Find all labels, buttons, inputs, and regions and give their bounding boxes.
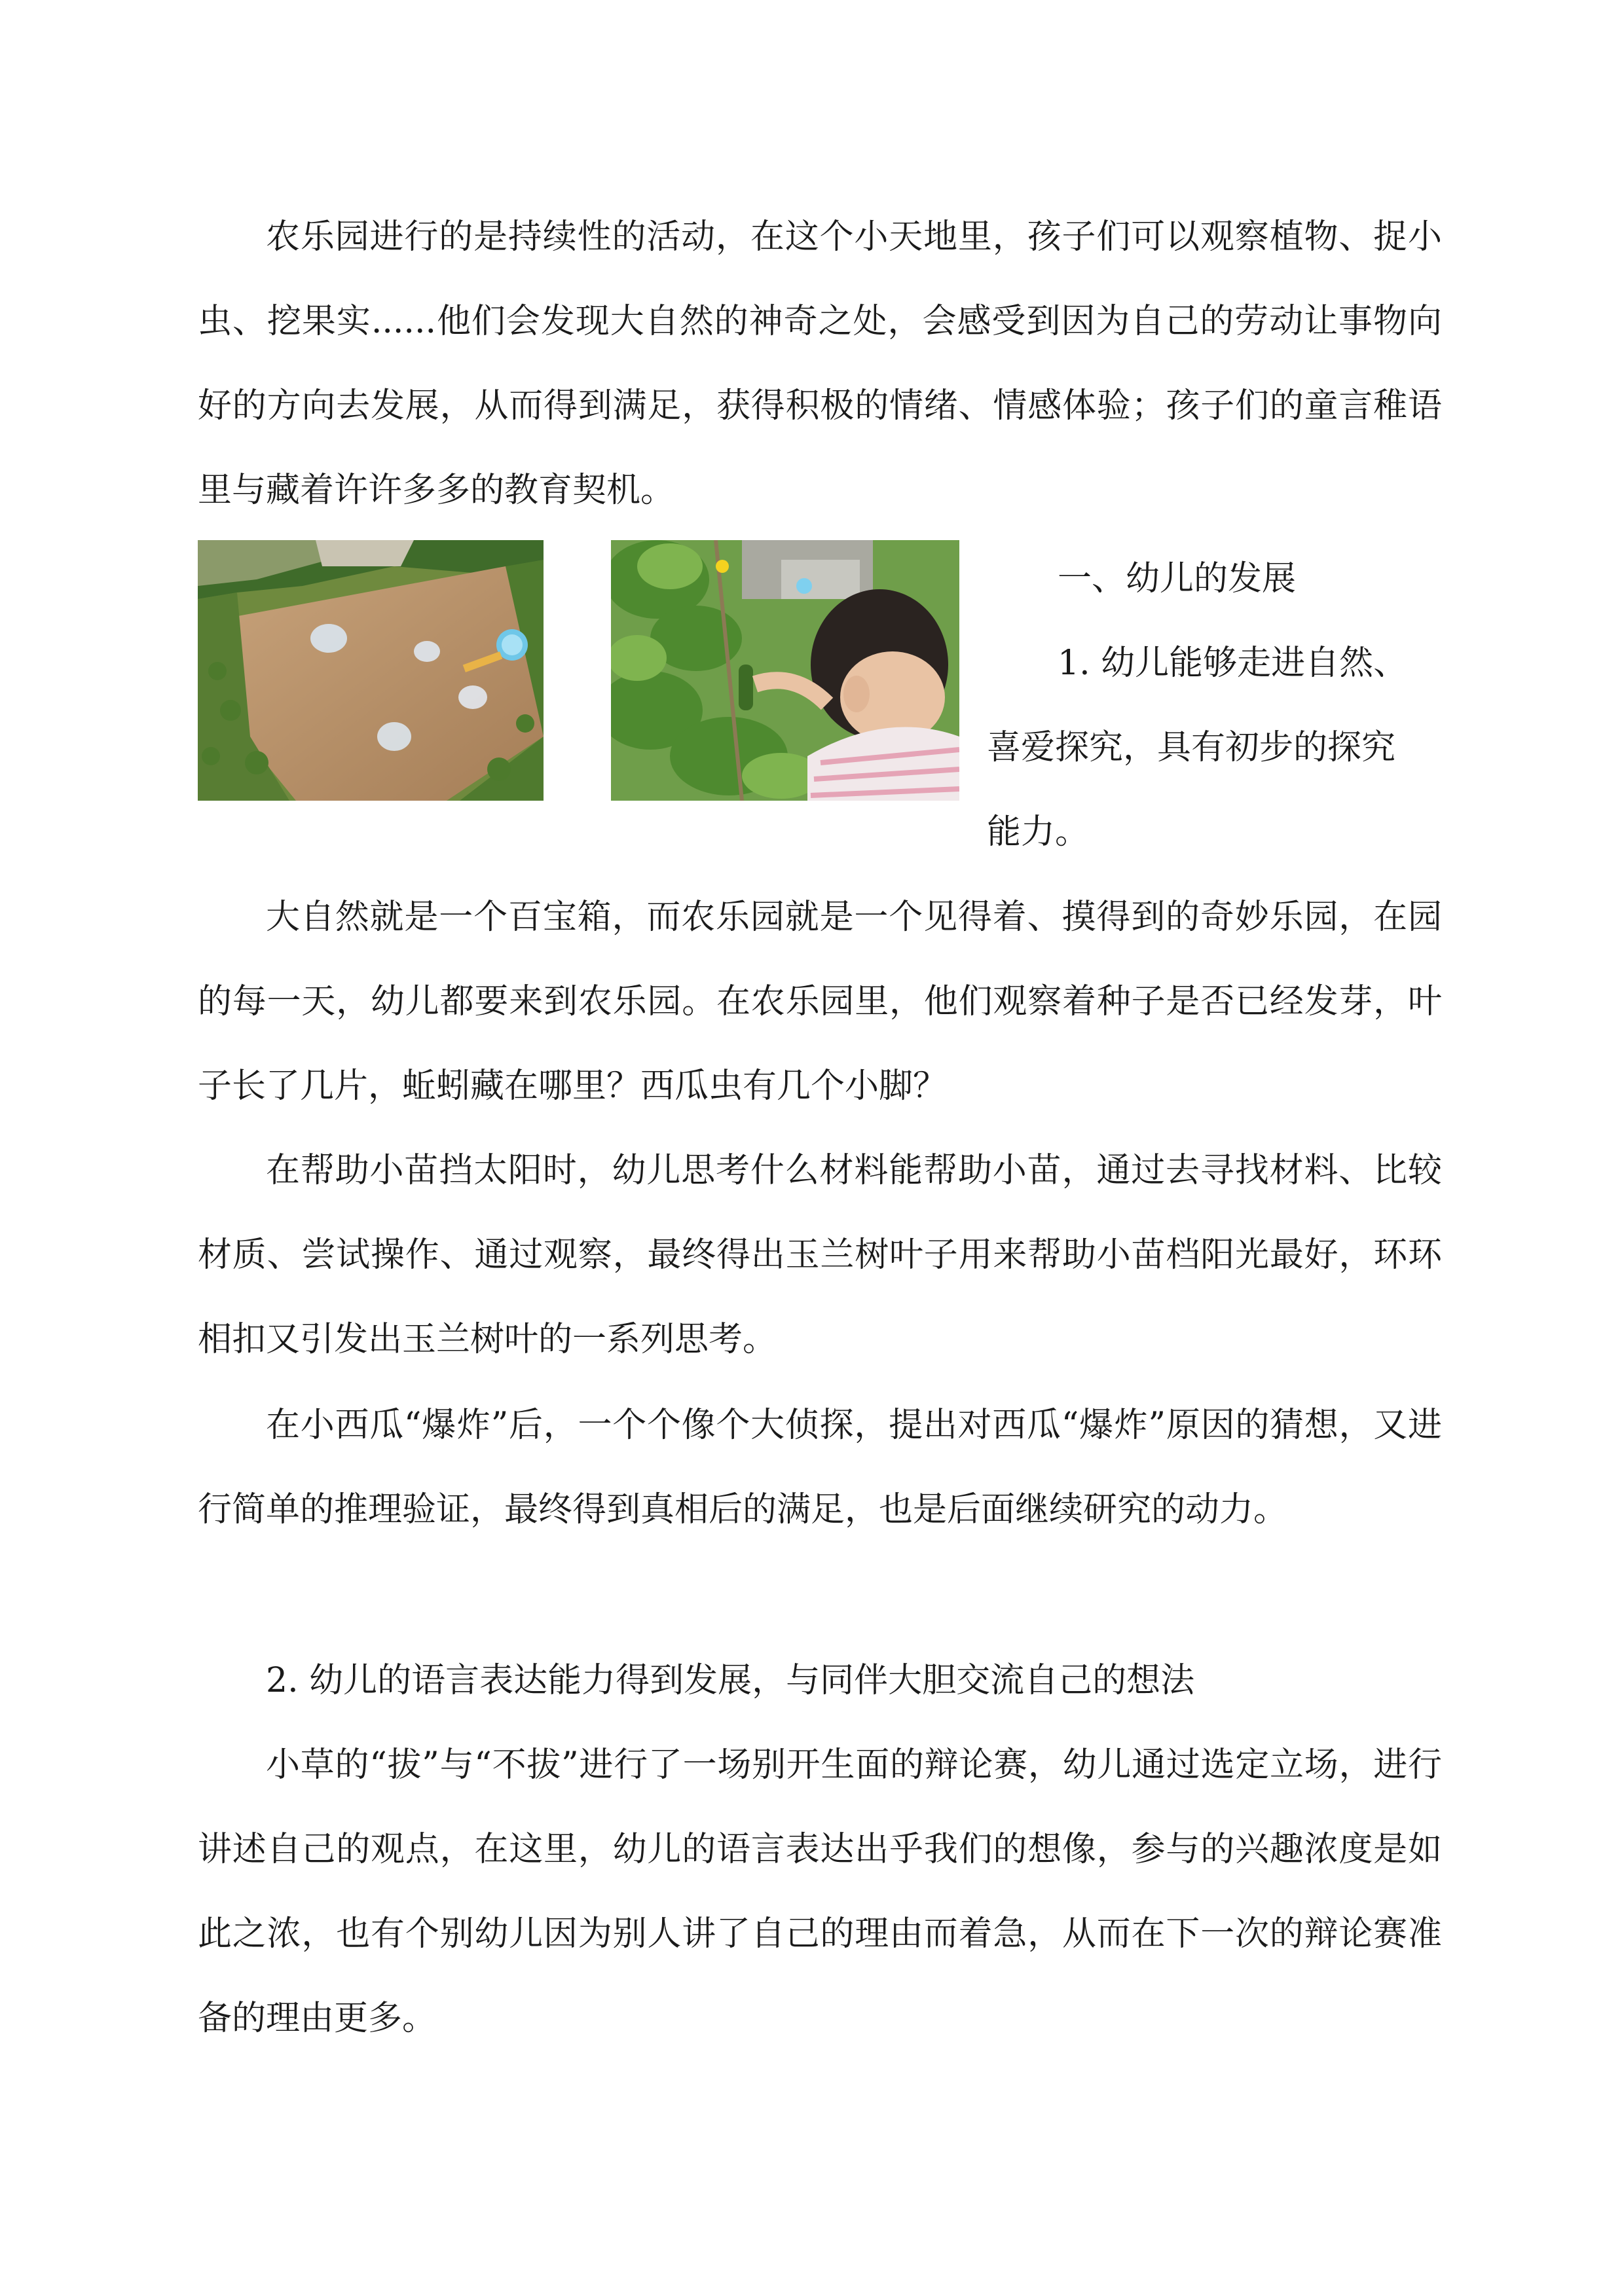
subsection-heading-line: 1. 幼儿能够走进自然、 bbox=[1058, 644, 1408, 683]
seedling-paragraph: 在帮助小苗挡太阳时，幼儿思考什么材料能帮助小苗，通过去寻找材料、比较材质、尝试操作、通过观察，最终得出玉兰树叶子用来帮助小苗档阳光最好，环环相扣又引发出玉兰树叶的一系列思考。 bbox=[198, 1151, 1442, 1359]
subsection-heading-line: 能力。 bbox=[987, 812, 1090, 852]
nature-paragraph: 大自然就是一个百宝箱，而农乐园就是一个见得着、摸得到的奇妙乐园，在园的每一天，幼儿都要来到农乐园。在农乐园里，他们观察着种子是否已经发芽，叶子长了几片，蚯蚓藏在哪里？西瓜虫有几个小脚？ bbox=[198, 898, 1442, 1106]
intro-paragraph: 农乐园进行的是持续性的活动，在这个小天地里，孩子们可以观察植物、捉小虫、挖果实......他们会发现大自然的神奇之处，会感受到因为自己的劳动让事物向好的方向去发展，从而得到满足，获得积极的情绪、情感体验；孩子们的童言稚语里与藏着许许多多的教育契机。 bbox=[198, 217, 1442, 510]
watermelon-paragraph: 在小西瓜“爆炸”后，一个个像个大侦探，提出对西瓜“爆炸”原因的猜想，又进行简单的推理验证，最终得到真相后的满足，也是后面继续研究的动力。 bbox=[198, 1406, 1442, 1529]
subsection-heading-line: 喜爱探究，具有初步的探究 bbox=[987, 728, 1396, 767]
child-picking-cucumber-photo bbox=[611, 540, 959, 801]
garden-bed-photo bbox=[198, 540, 544, 801]
debate-paragraph: 小草的“拔”与“不拔”进行了一场别开生面的辩论赛，幼儿通过选定立场，进行讲述自己的观点，在这里，幼儿的语言表达出乎我们的想像，参与的兴趣浓度是如此之浓，也有个别幼儿因为别人讲了自己的理由而着急，从而在下一次的辩论赛准备的理由更多。 bbox=[198, 1745, 1442, 2038]
subsection-heading-2: 2. 幼儿的语言表达能力得到发展，与同伴大胆交流自己的想法 bbox=[266, 1661, 1195, 1700]
section-heading: 一、幼儿的发展 bbox=[1058, 559, 1297, 598]
